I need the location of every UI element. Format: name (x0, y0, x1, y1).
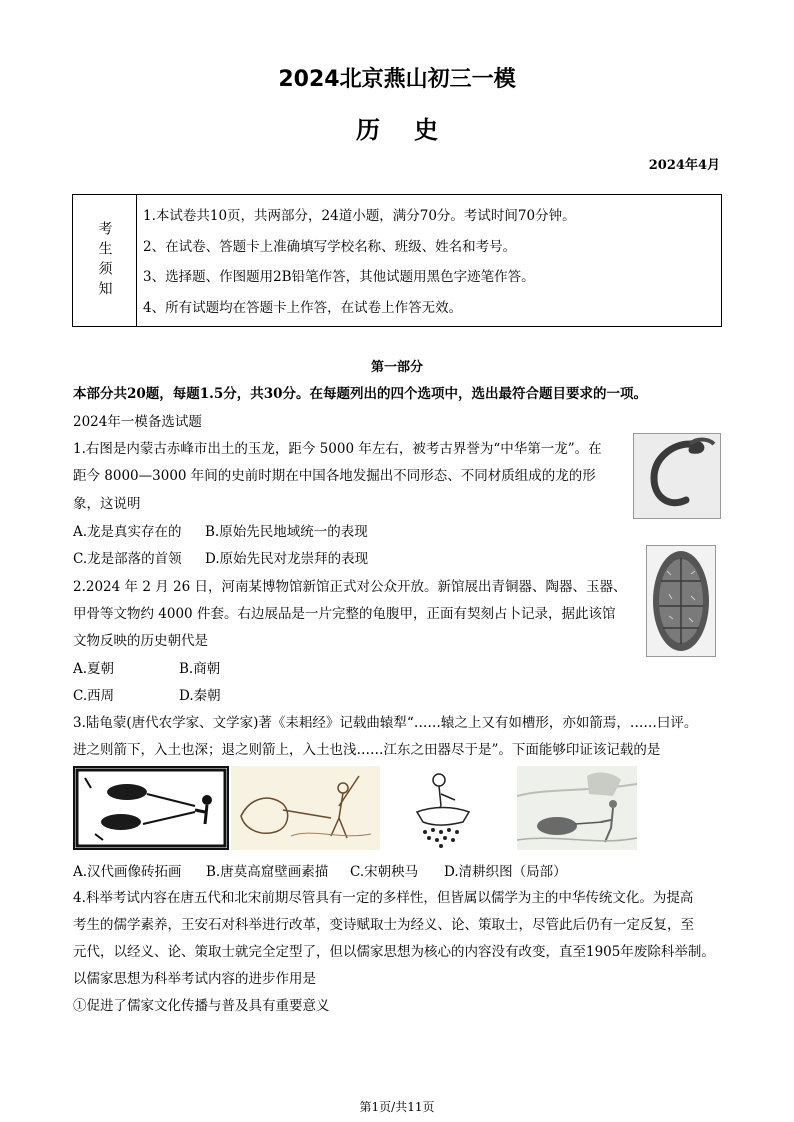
notice-item: 1.本试卷共10页，共两部分，24道小题，满分70分。考试时间70分钟。 (143, 208, 576, 224)
q2-line: 文物反映的历史朝代是 (73, 633, 208, 649)
notice-item: 4、所有试题均在答题卡上作答，在试卷上作答无效。 (143, 299, 463, 316)
q1-option-b: B.原始先民地域统一的表现 (205, 524, 368, 540)
jade-dragon-image (633, 433, 721, 519)
tang-mogao-mural-sketch-image (231, 766, 380, 850)
q1-line: 距今 8000—3000 年间的史前时期在中国各地发掘出不同形态、不同材质组成的龙的形 (73, 468, 596, 484)
notice-box (72, 194, 722, 327)
q2-option-d: D.秦朝 (179, 688, 221, 704)
q1-options-row (73, 520, 368, 540)
subject-title: 历史 (356, 115, 472, 144)
q2-option-b: B.商朝 (179, 661, 221, 677)
q2-line: 甲骨等文物约 4000 件套。右边展品是一片完整的龟腹甲，正面有契刻占卜记录，据此该馆 (73, 606, 616, 622)
q2-line: 2.2024 年 2 月 26 日，河南某博物馆新馆正式对公众开放。新馆展出青铜器、陶器、玉器、 (73, 579, 627, 595)
q3-line: 3.陆龟蒙(唐代农学家、文学家)著《耒耜经》记载曲辕犁“……辕之上又有如槽形，亦如箭焉，……曰评。 (73, 715, 698, 731)
notice-side-cell (73, 195, 137, 326)
exam-title: 2024北京燕山初三一模 (278, 67, 516, 92)
q4-line: 考生的儒学素养，王安石对科举进行改革，变诗赋取士为经义、论、策取士，尽管此后仍有一定反复，至 (73, 917, 694, 933)
exam-date: 2024年4月 (648, 158, 720, 173)
q2-options-row (73, 657, 220, 677)
q4-line: 以儒家思想为科举考试内容的进步作用是 (73, 971, 316, 987)
notice-side-label: 考生须知 (96, 220, 113, 301)
page-footer: 第1页/共11页 (359, 1100, 435, 1114)
q1-option-c: C.龙是部落的首领 (73, 551, 182, 567)
part-heading: 第一部分 (370, 360, 423, 375)
q3-line: 进之则箭下，入土也深；退之则箭上，入土也浅……江东之田器尽于是”。下面能够印证该记载的是 (73, 742, 661, 758)
notice-item: 2、在试卷、答题卡上准确填写学校名称、班级、姓名和考号。 (143, 238, 517, 255)
q3-option-a: A.汉代画像砖拓画 (73, 864, 182, 880)
notice-item: 3、选择题、作图题用2B铅笔作答，其他试题用黑色字迹笔作答。 (143, 269, 535, 285)
q3-option-c: C.宋朝秧马 (350, 864, 419, 880)
han-brick-rubbing-image (73, 766, 229, 850)
turtle-plastron-image (646, 545, 716, 657)
q1-option-d: D.原始先民对龙崇拜的表现 (205, 551, 369, 567)
part-instruction: 本部分共20题，每题1.5分，共30分。在每题列出的四个选项中，选出最符合题目要求的一项。 (73, 386, 648, 402)
q2-option-c: C.西周 (73, 688, 115, 704)
q4-line: 元代，以经义、论、策取士就完全定型了，但以儒家思想为核心的内容没有改变，直至1905年废除科举制。 (73, 944, 715, 960)
q3-option-d: D.清耕织图（局部） (444, 864, 567, 880)
q1-line: 1.右图是内蒙古赤峰市出土的玉龙，距今 5000 年左右，被考古界誉为“中华第一龙”。在 (73, 441, 602, 457)
q1-line: 象，这说明 (73, 496, 141, 512)
q2-options-row (73, 684, 221, 704)
song-yangma-image (403, 766, 485, 850)
q3-options-row (73, 860, 567, 880)
q2-option-a: A.夏朝 (73, 661, 115, 677)
q1-options-row (73, 547, 368, 567)
q4-line: ①促进了儒家文化传播与普及具有重要意义 (73, 998, 330, 1014)
qing-gengzhi-tu-image (517, 766, 637, 850)
q3-option-b: B.唐莫高窟壁画素描 (206, 864, 329, 880)
q1-option-a: A.龙是真实存在的 (73, 524, 182, 540)
q4-line: 4.科举考试内容在唐五代和北宋前期尽管具有一定的多样性，但皆属以儒学为主的中华传统文化。为提高 (73, 890, 694, 906)
question-source: 2024年一模备选试题 (73, 414, 202, 430)
notice-items (143, 201, 715, 323)
